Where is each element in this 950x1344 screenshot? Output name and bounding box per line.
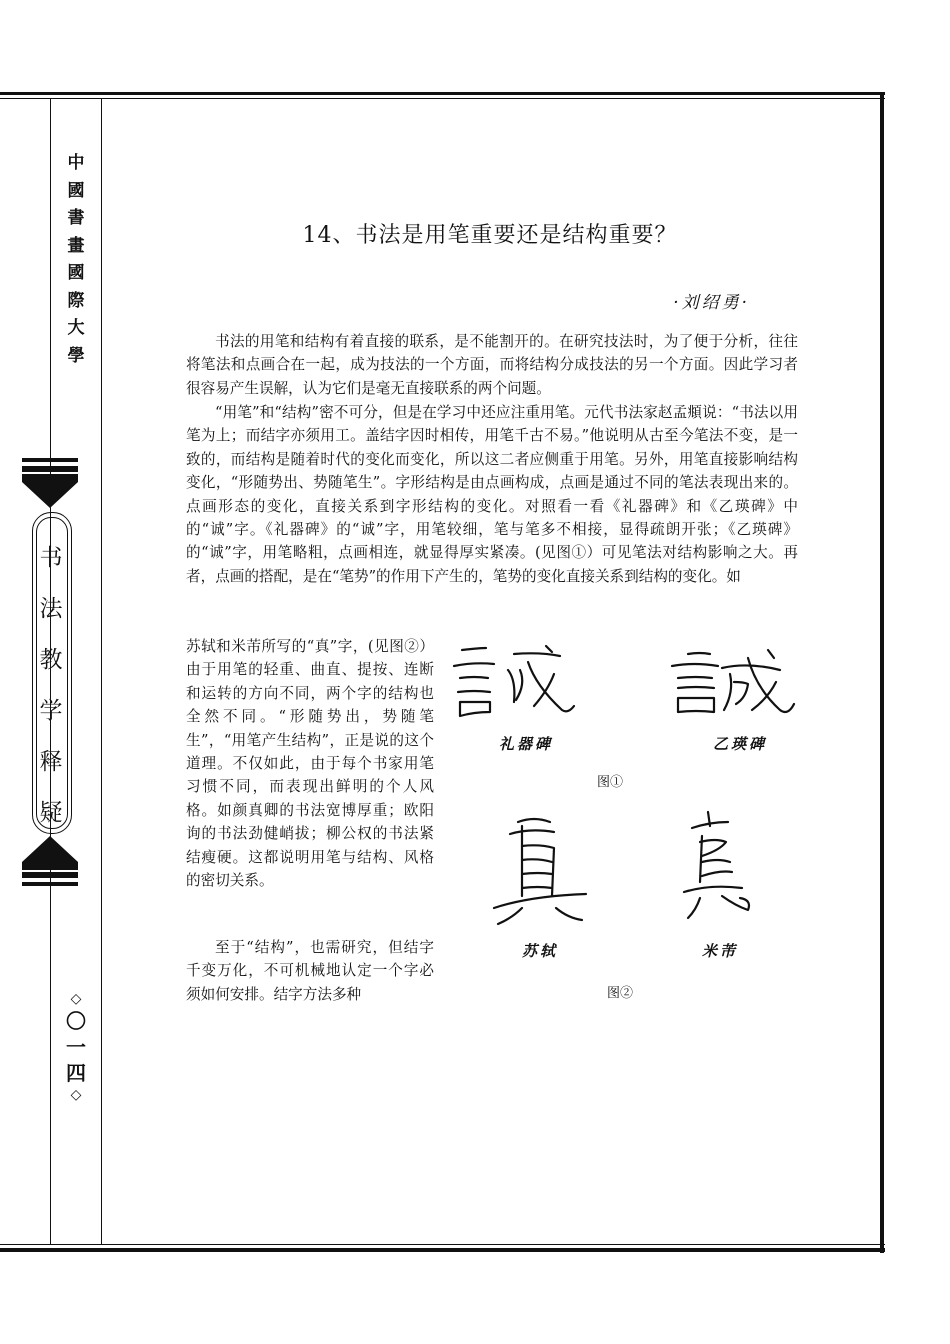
banner-top-bar-thick (22, 466, 78, 472)
banner-bottom-chevron-icon (22, 836, 78, 870)
banner-bottom-bar (22, 882, 78, 886)
fig2-caption: 图② (606, 986, 633, 1001)
cheng-character-liqi-image (450, 640, 580, 720)
page-number-digit-3: 四 (66, 1061, 86, 1085)
zhen-character-sushi-image (490, 812, 590, 930)
paragraph-1: 书法的用笔和结构有着直接的联系，是不能割开的。在研究技法时，为了便于分析，往往将笔法和点画合在一起，成为技法的一个方面，而将结构分成技法的另一个方面。因此学习者很容易产生误解，认为它们是毫无直接联系的两个问题。 (186, 333, 798, 397)
fig2-label-sushi: 苏轼 (521, 942, 558, 960)
frame-top-inner-border (0, 98, 885, 99)
fig1-caption: 图① (596, 775, 623, 790)
paragraph-3: 苏轼和米芾所写的“真”字，(见图②）由于用笔的轻重、曲直、提按、连断和运转的方向不同，两个字的结构也全然不同。“形随势出，势随笔生”，“用笔产生结构”，正是说的这个道理。不仅如此，由于每个书家用笔习惯不同，而表现出鲜明的个人风格。如颜真卿的书法宽博厚重；欧阳询的书法劲健峭拔；柳公权的书法紧结瘦硬。这都说明用笔与结构、风格的密切关系。 (186, 638, 434, 890)
frame-right-border (880, 92, 884, 1253)
page-number-digit-1: 〇 (66, 1009, 86, 1033)
cheng-character-yiying-image (668, 644, 798, 720)
series-title: 书法教学释疑 (39, 545, 63, 826)
banner-top-bar (22, 458, 78, 462)
paragraph-4: 至于“结构”，也需研究，但结字千变万化，不可机械地认定一个字必须如何安排。结字方法多种 (186, 939, 434, 1003)
banner-top-chevron-icon (22, 474, 78, 508)
fig2-label-mifu: 米芾 (701, 942, 738, 960)
banner-bottom-bar-thick (22, 872, 78, 878)
university-name: 中國書畫國際大學 (67, 153, 85, 366)
page-number-top-diamond: ◇ (70, 991, 82, 1007)
zhen-character-mifu-image (680, 806, 760, 926)
article-title: 14、书法是用笔重要还是结构重要？ (302, 223, 678, 248)
page-number-bottom-diamond: ◇ (70, 1087, 82, 1103)
fig1-label-liqi: 礼器碑 (498, 735, 553, 753)
page-number (58, 990, 94, 1104)
paragraph-2: “用笔”和“结构”密不可分，但是在学习中还应注重用笔。元代书法家赵孟頫说：“书法以用笔为上；而结字亦须用工。盖结字因时相传，用笔千古不易。”他说明从古至今笔法不变，是一致的，而结构是随着时代的变化而变化，所以这二者应侧重于用笔。另外，用笔直接影响结构变化，“形随势出、势随笔生”。字形结构是由点画构成，点画是通过不同的笔法表现出来的。点画形态的变化，直接关系到字形结构的变化。对照看一看《礼器碑》和《乙瑛碑》中的“诚”字。《礼器碑》的“诚”字，用笔较细，笔与笔多不相接，显得疏朗开张；《乙瑛碑》的“诚”字，用笔略粗，点画相连，就显得厚实紧凑。(见图①）可见笔法对结构影响之大。再者，点画的搭配，是在“笔势”的作用下产生的，笔势的变化直接关系到结构的变化。如 (186, 404, 798, 585)
article-author: ·刘绍勇· (673, 293, 750, 313)
frame-bottom-border (0, 1248, 885, 1252)
frame-bottom-inner-border (0, 1244, 885, 1245)
fig1-label-yiying: 乙瑛碑 (712, 735, 767, 753)
frame-top-border (0, 92, 885, 95)
sidebar-right-rule (101, 98, 102, 1245)
page-number-digit-2: 一 (66, 1035, 86, 1059)
